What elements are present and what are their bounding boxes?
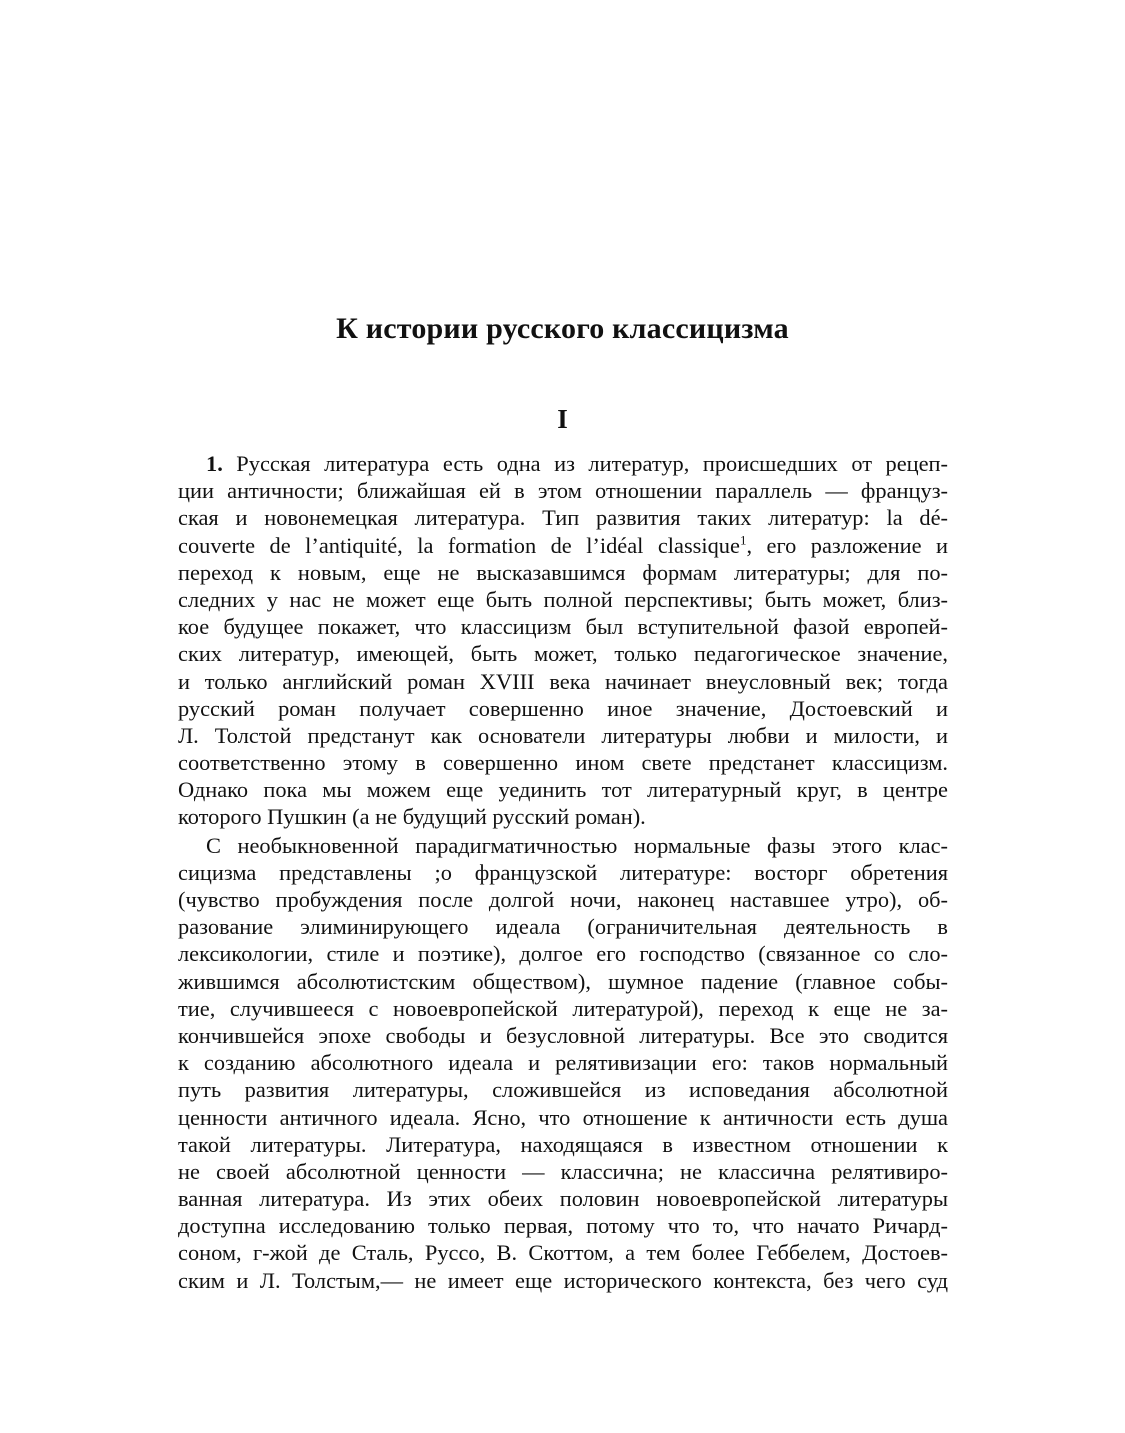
footnote-marker[interactable]: 1 xyxy=(739,532,747,548)
paragraph-number: 1. xyxy=(206,451,223,476)
paragraph-1-line-3: ская и новонемецкая литература. Тип развития таких литератур: la dé- xyxy=(178,505,948,531)
paragraph-2-line-2: сицизма представлены ;о французской литературе: восторг обретения xyxy=(178,859,948,885)
paragraph-2 xyxy=(178,832,948,1294)
paragraph-1-line-8: ских литератур, имеющей, быть может, только педагогическое значение, xyxy=(178,641,948,667)
paragraph-1-line-14: которого Пушкин (а не будущий русский роман). xyxy=(178,804,646,830)
paragraph-1-line-9: и только английский роман XVIII века начинает внеусловный век; тогда xyxy=(178,668,948,694)
paragraph-2-line-13: не своей абсолютной ценности — классична; не классична релятивиро- xyxy=(178,1158,948,1184)
paragraph-2-line-5: лексикологии, стиле и поэтике), долгое его господство (связанное со сло- xyxy=(178,941,948,967)
paragraph-2-line-16: соном, г-жой де Сталь, Руссо, В. Скоттом, а тем более Геббелем, Достоев- xyxy=(178,1240,948,1266)
paragraph-1-line-10: русский роман получает совершенно иное значение, Достоевский и xyxy=(178,695,948,721)
paragraph-2-line-1: С необыкновенной парадигматичностью нормальные фазы этого клас- xyxy=(206,832,948,858)
paragraph-1-line-5: переход к новым, еще не высказавшимся формам литературы; для по- xyxy=(178,559,948,585)
paragraph-1-line-13: Однако пока мы можем еще уединить тот литературный круг, в центре xyxy=(178,777,948,803)
paragraph-2-line-17: ским и Л. Толстым,— не имеет еще исторического контекста, без чего суд xyxy=(178,1267,948,1293)
paragraph-2-line-3: (чувство пробуждения после долгой ночи, наконец наставшее утро), об- xyxy=(178,887,948,912)
paragraph-1-line-6: следних у нас не может еще быть полной перспективы; быть может, близ- xyxy=(178,586,948,612)
body-text xyxy=(178,450,948,1294)
chapter-title: К истории русского классицизма xyxy=(336,312,789,345)
paragraph-1-line-12: соответственно этому в совершенно ином свете предстанет классицизм. xyxy=(178,750,948,776)
section-number: I xyxy=(557,404,568,434)
paragraph-1-line-4: couverte de l’antiquité, la formation de l’idéal classique$^1$, его разложение и xyxy=(178,532,948,558)
paragraph-2-line-8: кончившейся эпохе свободы и безусловной литературы. Все это сводится xyxy=(178,1022,948,1048)
paragraph-2-line-7: тие, случившееся с новоевропейской литературой), переход к еще не за- xyxy=(178,995,948,1021)
paragraph-1-line-2: ции античности; ближайшая ей в этом отношении параллель — француз- xyxy=(178,478,948,504)
paragraph-2-line-10: путь развития литературы, сложившейся из исповедания абсолютной xyxy=(178,1077,948,1103)
paragraph-1 xyxy=(178,450,948,831)
paragraph-2-line-6: жившимся абсолютистским обществом), шумное падение (главное собы- xyxy=(178,968,948,994)
paragraph-2-line-9: к созданию абсолютного идеала и релятивизации его: таков нормальный xyxy=(178,1050,948,1076)
paragraph-2-line-14: ванная литература. Из этих обеих половин новоевропейской литературы xyxy=(178,1186,948,1212)
paragraph-1-line-1: 1. Русская литература есть одна из литератур, происшедших от рецеп- xyxy=(206,451,948,476)
paragraph-2-line-4: разование элиминирующего идеала (ограничительная деятельность в xyxy=(178,914,948,940)
paragraph-2-line-11: ценности античного идеала. Ясно, что отношение к античности есть душа xyxy=(178,1104,948,1130)
paragraph-1-line-11: Л. Толстой предстанут как основатели литературы любви и милости, и xyxy=(178,722,948,748)
paragraph-1-line-7: кое будущее покажет, что классицизм был вступительной фазой европей- xyxy=(178,614,948,640)
paragraph-2-line-12: такой литературы. Литература, находящаяся в известном отношении к xyxy=(178,1131,948,1157)
paragraph-2-line-15: доступна исследованию только первая, потому что то, что начато Ричард- xyxy=(178,1213,948,1239)
